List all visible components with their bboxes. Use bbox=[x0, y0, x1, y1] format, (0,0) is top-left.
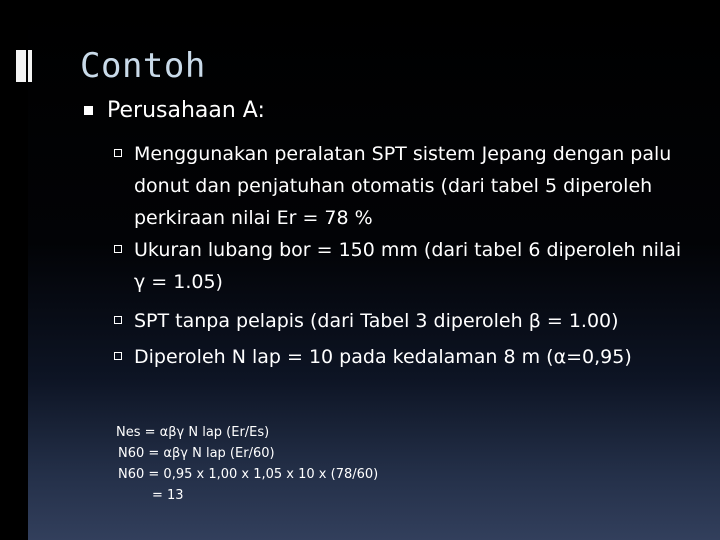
calc-line: = 13 bbox=[152, 488, 184, 503]
sub-bullet-text: Diperoleh N lap = 10 pada kedalaman 8 m (α=0,95) bbox=[134, 346, 632, 368]
calc-line: N60 = 0,95 x 1,00 x 1,05 x 10 x (78/60) bbox=[118, 467, 379, 482]
slide-title: Contoh bbox=[80, 46, 206, 86]
sub-bullet-text: Menggunakan peralatan SPT sistem Jepang dengan palu donut dan penjatuhan otomatis (dari tabel 5 diperoleh perkiraan nilai Er = 78 % bbox=[134, 143, 672, 229]
hollow-square-bullet-icon bbox=[114, 316, 122, 324]
calc-line: Nes = αβγ N lap (Er/Es) bbox=[116, 425, 270, 440]
sub-bullet-1 bbox=[114, 138, 694, 234]
sub-bullet-4 bbox=[114, 341, 694, 373]
title-accent-bar-thin bbox=[28, 50, 32, 82]
square-bullet-icon bbox=[84, 106, 93, 115]
calculation-block bbox=[116, 422, 379, 506]
calc-line: N60 = αβγ N lap (Er/60) bbox=[118, 446, 275, 461]
sub-bullet-text: Ukuran lubang bor = 150 mm (dari tabel 6 diperoleh nilai γ = 1.05) bbox=[134, 239, 682, 293]
sub-bullet-3 bbox=[114, 305, 694, 337]
hollow-square-bullet-icon bbox=[114, 352, 122, 360]
title-accent-bar bbox=[16, 50, 26, 82]
sub-bullet-2 bbox=[114, 234, 694, 298]
hollow-square-bullet-icon bbox=[114, 149, 122, 157]
sub-bullet-text: SPT tanpa pelapis (dari Tabel 3 diperoleh β = 1.00) bbox=[134, 310, 619, 332]
hollow-square-bullet-icon bbox=[114, 245, 122, 253]
level1-text: Perusahaan A: bbox=[107, 98, 265, 123]
